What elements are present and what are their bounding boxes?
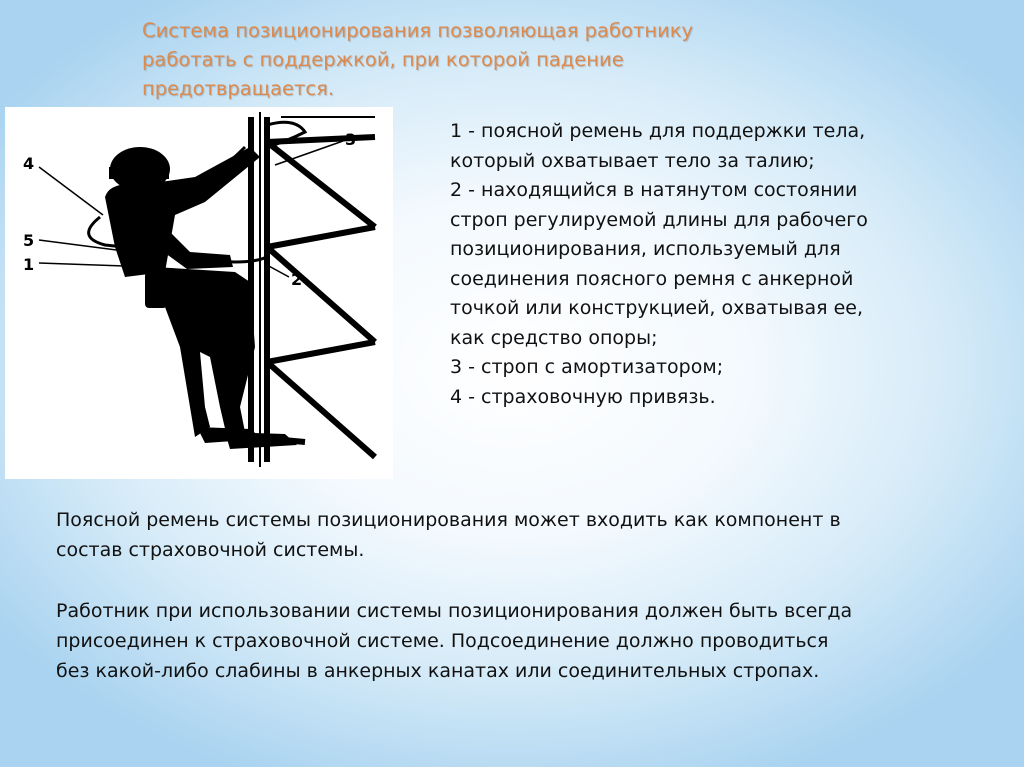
callout-5: 5 — [23, 231, 35, 250]
title-line: предотвращается. — [142, 77, 335, 100]
legend-line: позиционирования, используемый для — [450, 238, 841, 260]
callout-2: 2 — [291, 270, 303, 289]
tower-structure — [251, 117, 375, 462]
slide-title — [142, 16, 822, 103]
callout-1: 1 — [23, 255, 35, 274]
worker-positioning-illustration — [5, 107, 393, 479]
figure-legend — [450, 117, 990, 412]
illustration-svg — [5, 107, 393, 479]
legend-line: как средство опоры; — [450, 326, 658, 349]
paragraph-line: состав страховочной системы. — [56, 539, 365, 561]
legend-line: 4 - страховочную привязь. — [450, 385, 716, 408]
paragraph-line: Работник при использовании системы позиционирования должен быть всегда — [56, 600, 853, 622]
paragraph-line: без какой-либо слабины в анкерных канатах или соединительных стропах. — [56, 660, 820, 682]
legend-line: соединения поясного ремня с анкерной — [450, 267, 854, 290]
legend-line: 2 - находящийся в натянутом состоянии — [450, 179, 858, 201]
legend-line: который охватывает тело за талию; — [450, 149, 815, 172]
paragraph-line: Поясной ремень системы позиционирования может входить как компонент в — [56, 509, 841, 531]
callout-4: 4 — [23, 154, 35, 173]
paragraph-positioning-belt — [56, 505, 996, 565]
legend-line: строп регулируемой длины для рабочего — [450, 208, 868, 231]
title-line: Система позиционирования позволяющая работнику — [142, 19, 694, 42]
legend-line: 1 - поясной ремень для поддержки тела, — [450, 120, 866, 142]
legend-line: точкой или конструкцией, охватывая ее, — [450, 297, 864, 319]
legend-line: 3 - строп с амортизатором; — [450, 356, 724, 378]
paragraph-worker-connection — [56, 596, 996, 686]
paragraph-line: присоединен к страховочной системе. Подсоединение должно проводиться — [56, 630, 829, 652]
title-line: работать с поддержкой, при которой падение — [142, 48, 624, 71]
callout-3: 3 — [345, 130, 357, 149]
